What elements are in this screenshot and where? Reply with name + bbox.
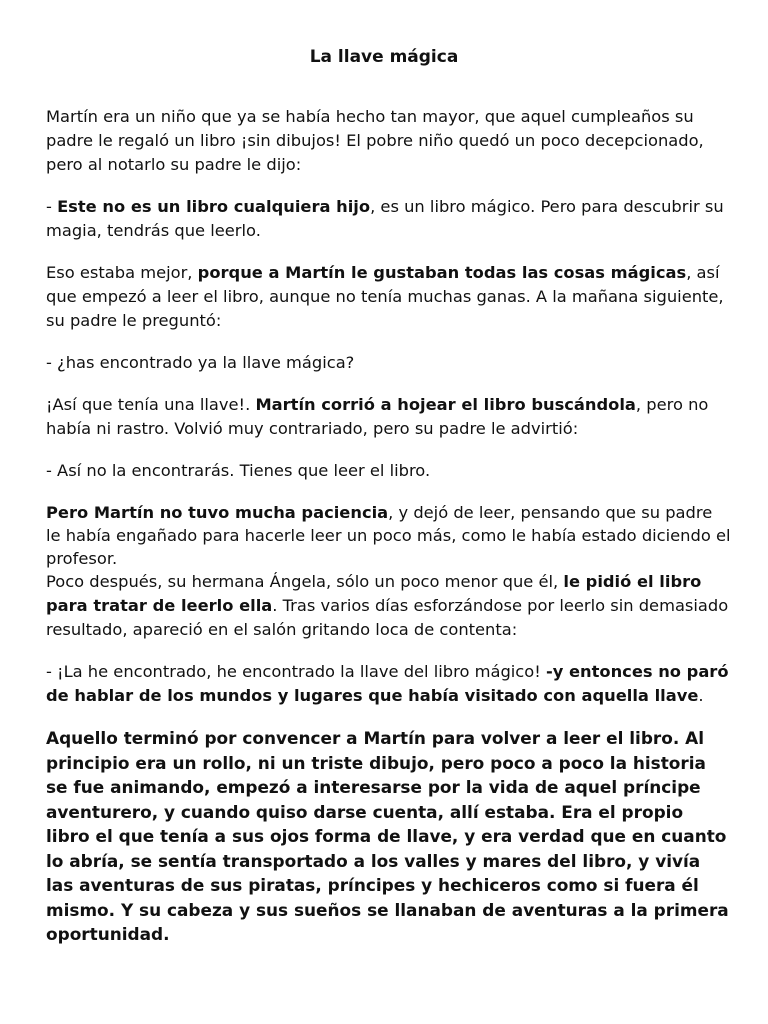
paragraph-1: Martín era un niño que ya se había hecho tan mayor, que aquel cumpleaños su padre le regaló un libro ¡sin dibujos! El pobre niño quedó un poco decepcionado, pero al notarlo su padre le dijo: <box>46 107 704 174</box>
bold-phrase: Pero Martín no tuvo mucha paciencia <box>46 503 389 522</box>
paragraph-text: , y dejó de leer, pensando que su padre le había engañado para hacerle leer un poco más, como le había estado diciendo el profesor. <box>46 503 731 568</box>
paragraph-2 <box>46 195 731 243</box>
paragraph-text: , es un libro mágico. Pero para descubrir su magia, tendrás que leerlo. <box>46 197 724 240</box>
paragraph-5 <box>46 393 731 441</box>
paragraph-4: - ¿has encontrado ya la llave mágica? <box>46 353 355 372</box>
bold-phrase: porque a Martín le gustaban todas las cosas mágicas <box>197 263 687 282</box>
paragraph-text: , pero no había ni rastro. Volvió muy contrariado, pero su padre le advirtió: <box>46 395 709 438</box>
paragraph-6: - Así no la encontrarás. Tienes que leer el libro. <box>46 461 431 480</box>
paragraph-text: Eso estaba mejor, <box>46 263 198 282</box>
paragraph-7 <box>46 501 731 570</box>
story-body <box>46 105 731 947</box>
bold-phrase: -y entonces no paró de hablar de los mundos y lugares que había visitado con aquella llave <box>46 662 729 705</box>
paragraph-text: , así que empezó a leer el libro, aunque no tenía muchas ganas. A la mañana siguiente, su padre le preguntó: <box>46 263 724 330</box>
bold-phrase: le pidió el libro para tratar de leerlo ella <box>46 572 702 615</box>
bold-phrase: Este no es un libro cualquiera hijo <box>57 197 371 216</box>
page-title: La llave mágica <box>309 47 459 67</box>
paragraph-text: Poco después, su hermana Ángela, sólo un poco menor que él, <box>46 572 564 591</box>
paragraph-10: Aquello terminó por convencer a Martín para volver a leer el libro. Al principio era un rollo, ni un triste dibujo, pero poco a poco la historia se fue animando, empezó a interesarse por la vida de aquel príncipe aventurero, y cuando quiso darse cuenta, allí estaba. Era el propio libro el que tenía a sus ojos forma de llave, y era verdad que en cuanto lo abría, se sentía transportado a los valles y mares del libro, y vivía las aventuras de sus piratas, príncipes y hechiceros como si fuera él mismo. Y su cabeza y sus sueños se llanaban de aventuras a la primera oportunidad. <box>46 728 729 944</box>
dialogue-dash: - <box>46 197 58 216</box>
paragraph-text: - ¡La he encontrado, he encontrado la llave del libro mágico! <box>46 662 546 681</box>
paragraph-8 <box>46 570 731 642</box>
paragraph-text: ¡Así que tenía una llave!. <box>46 395 256 414</box>
paragraph-3 <box>46 261 731 333</box>
paragraph-text: . <box>698 686 704 705</box>
bold-phrase: Martín corrió a hojear el libro buscándola <box>255 395 636 414</box>
paragraph-9 <box>46 660 731 708</box>
paragraph-text: . Tras varios días esforzándose por leerlo sin demasiado resultado, apareció en el salón gritando loca de contenta: <box>46 596 729 639</box>
